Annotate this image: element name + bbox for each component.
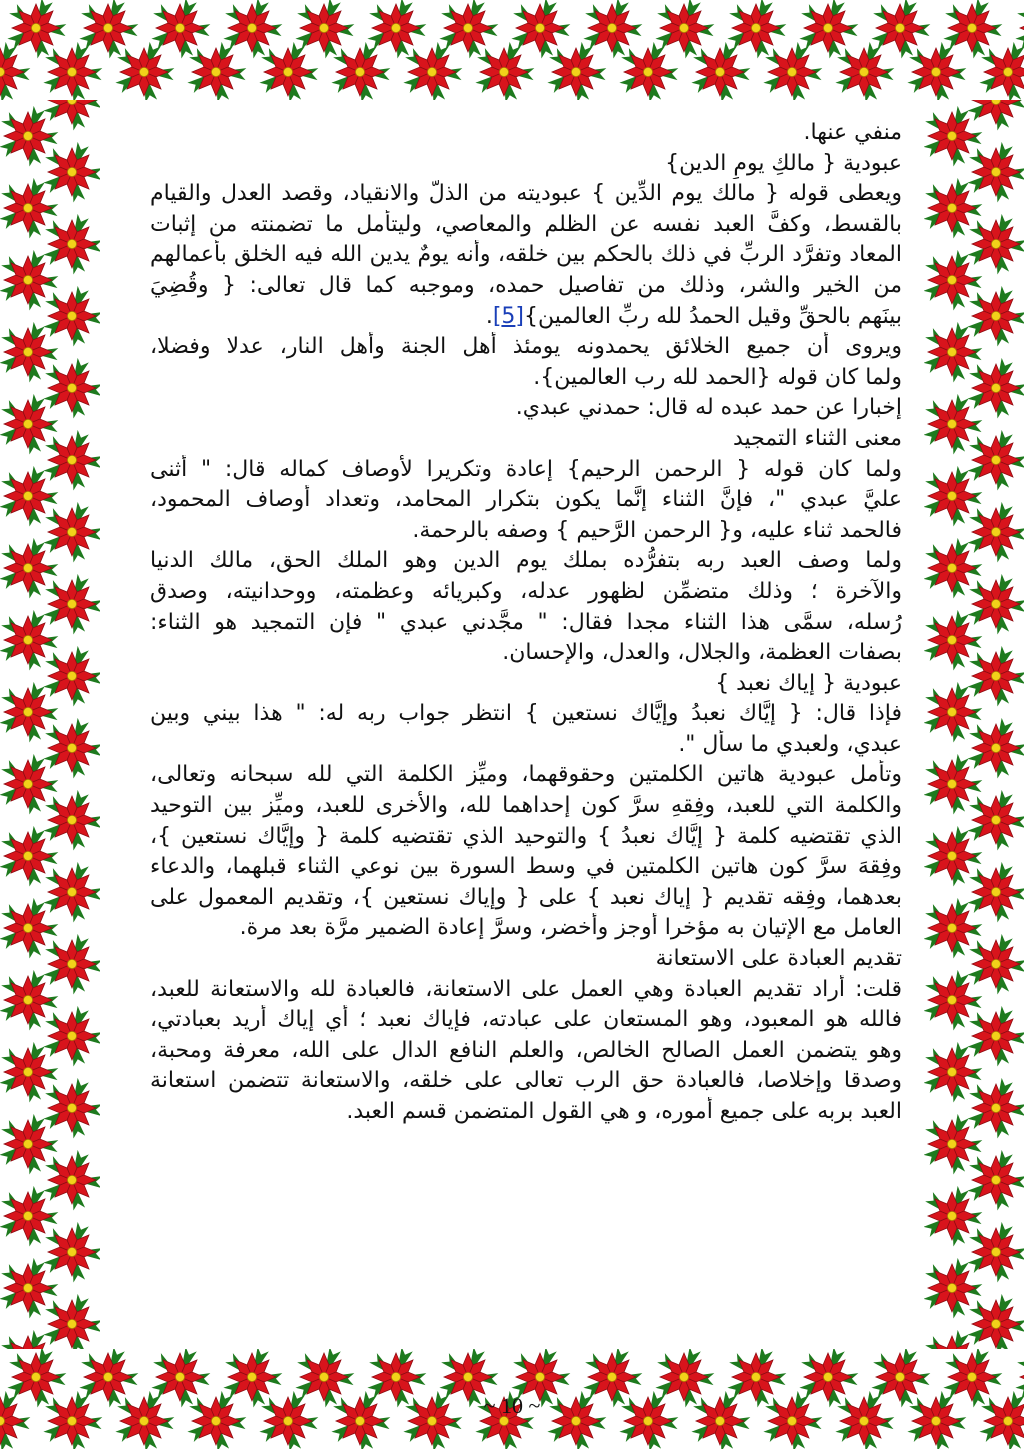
text-line: ولما وصف العبد ربه بتفرُّده بملك يوم الدين وهو الملك الحق، مالك الدنيا	[150, 548, 902, 574]
text-line: عبدي، ولعبدي ما سأل ".	[678, 731, 902, 757]
text-line: الذي تقتضيه كلمة { إيَّاك نعبدُ } والتوحيد الذي تقتضيه كلمة { وإيَّاك نستعين }،	[150, 823, 902, 849]
text-line: العامل مع الإتيان به مؤخرا أوجز وأخضر، وسرَّ إعادة الضمير مرَّة بعد مرة.	[239, 915, 902, 941]
text-line: وهو يتضمن العمل الصالح الخالص، والعلم النافع الدال على الله، معرفة ومحبة،	[150, 1037, 902, 1063]
text-line: والكلمة التي للعبد، وفِقهِ سرَّ كون إحداهما لله، والأخرى للعبد، وميِّز بين التوحيد	[150, 793, 902, 819]
heading-line: عبودية { إياك نعبد }	[715, 670, 902, 696]
text-line: العبد بربه على جميع أموره، و هي القول المتضمن قسم العبد.	[346, 1099, 902, 1124]
text-line: وتأمل عبودية هاتين الكلمتين وحقوقهما، وميِّز الكلمة التي لله سبحانه وتعالى،	[150, 762, 902, 788]
border-top	[0, 0, 1024, 100]
footnote-link[interactable]: [5]	[492, 303, 524, 329]
text-line: فإذا قال: { إيَّاك نعبدُ وإيَّاك نستعين } انتظر جواب ربه له: " هذا بيني وبين	[150, 701, 902, 727]
border-right	[924, 100, 1024, 1349]
text-line: بصفات العظمة، والجلال، والعدل، والإحسان.	[502, 640, 902, 666]
text-line: والآخرة ؛ وذلك متضمِّن لظهور عدله، وكبريائه وعظمته، ووحدانيته، وصدق	[150, 578, 902, 604]
text-line: وفِقهَ سرَّ كون هاتين الكلمتين في وسط السورة بين نوعي الثناء قبلهما، والدعاء	[150, 854, 902, 880]
text-line: المعاد وتفرَّد الربِّ في ذلك بالحكم بين خلقه، وأنه يومٌ يدين الله فيه الخلق بأعمالهم	[150, 242, 902, 268]
text-line: فالحمد ثناء عليه، و{ الرحمن الرَّحيم } وصفه بالرحمة.	[412, 517, 902, 543]
text-line: وصدقا وإخلاصا، فالعبادة حق الرب تعالى على خلقه، والاستعانة تتضمن استعانة	[150, 1068, 902, 1094]
text-line: بالقسط، وكفَّ العبد نفسه عن الظلم والمعاصي، وليتأمل ما تضمنته من إثبات	[150, 211, 902, 237]
text-line: ولما كان قوله {الحمد لله رب العالمين}.	[533, 364, 902, 390]
text-line: ويعطى قوله { مالك يوم الدِّين } عبوديته من الذلّ والانقياد، وقصد العدل والقيام	[150, 181, 902, 207]
text-line: من الخير والشر، وذلك من تفاصيل حمده، وموجبه كما قال تعالى: { وقُضِيَ	[150, 272, 902, 298]
text-line: ولما كان قوله { الرحمن الرحيم} إعادة وتكريرا لأوصاف كماله قال: " أثنى	[150, 456, 902, 482]
text-line-with-footnote: بينَهم بالحقِّ وقيل الحمدُ لله ربِّ العالمين}[5].	[485, 303, 902, 329]
text-line: فالله هو المعبود، وهو المستعان على عبادته، فإياك نعبد ؛ أي إياك أريد بعبادتي،	[150, 1007, 902, 1033]
text-line: منفي عنها.	[803, 120, 902, 145]
text-line: إخبارا عن حمد عبده له قال: حمدني عبدي.	[515, 395, 902, 421]
text-line: ويروى أن جميع الخلائق يحمدونه يومئذ أهل الجنة وأهل النار، عدلا وفضلا،	[150, 334, 902, 360]
page-number: ~ 10 ~	[483, 1393, 541, 1418]
text-line: بينَهم بالحقِّ وقيل الحمدُ لله ربِّ العالمين}	[524, 303, 902, 329]
heading-line: معنى الثناء التمجيد	[732, 425, 902, 451]
heading-line: تقديم العبادة على الاستعانة	[655, 946, 902, 972]
page-body-text	[150, 118, 902, 1128]
text-line: بعدهما، وفِقه تقديم { إياك نعبد } على { وإياك نستعين }، وتقديم المعمول على	[150, 884, 902, 910]
text-line: قلت: أراد تقديم العبادة وهي العمل على الاستعانة، فالعبادة لله والاستعانة للعبد،	[150, 976, 902, 1002]
text-line: رُسله، سمَّى هذا الثناء مجدا فقال: " مجَّدني عبدي " فإن التمجيد هو الثناء:	[150, 609, 902, 635]
text-line: عليَّ عبدي "، فإنَّ الثناء إنَّما يكون بتكرار المحامد، وتعداد أوصاف المحمود،	[150, 487, 902, 513]
border-left	[0, 100, 100, 1349]
heading-line: عبودية { مالكِ يومِ الدين}	[665, 150, 902, 176]
